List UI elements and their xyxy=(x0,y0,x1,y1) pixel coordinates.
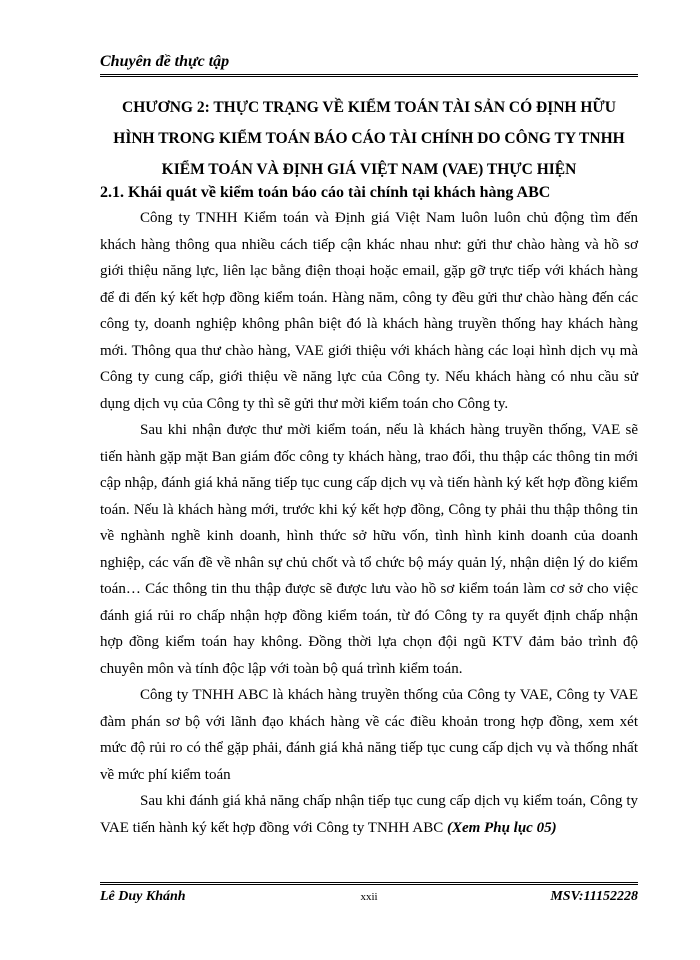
body-text xyxy=(100,205,638,841)
header-divider xyxy=(100,74,638,77)
page-footer xyxy=(100,889,638,909)
footer-divider xyxy=(100,882,638,885)
paragraph: Sau khi nhận được thư mời kiểm toán, nếu là khách hàng truyền thống, VAE sẽ tiến hành gặp mặt Ban giám đốc công ty khách hàng, trao đổi, thu thập các thông tin mới cập nhập, đánh giá khả năng tiếp tục cung cấp dịch vụ và tiến hành ký kết hợp đồng kiểm toán. Nếu là khách hàng mới, trước khi ký kết hợp đồng, Công ty phải thu thập thông tin về nghành nghề kinh doanh, hình thức sở hữu vốn, tình hình kinh doanh của doanh nghiệp, các vấn đề về nhân sự chủ chốt và tổ chức bộ máy quản lý, nhận diện lý do kiểm toán… Các thông tin thu thập được sẽ được lưu vào hồ sơ kiểm toán làm cơ sở cho việc đánh giá rủi ro chấp nhận hợp đồng kiểm toán, từ đó Công ty ra quyết định chấp nhận hợp đồng kiểm toán hay không. Đồng thời lựa chọn đội ngũ KTV đảm bảo trình độ chuyên môn và tính độc lập với toàn bộ quá trình kiểm toán. xyxy=(100,422,638,677)
paragraph-text: Sau khi đánh giá khả năng chấp nhận tiếp tục cung cấp dịch vụ kiểm toán, Công ty VAE tiến hành ký kết hợp đồng với Công ty TNHH ABC xyxy=(100,793,638,836)
chapter-title: CHƯƠNG 2: THỰC TRẠNG VỀ KIỂM TOÁN TÀI SẢN CÓ ĐỊNH HỮU HÌNH TRONG KIỂM TOÁN BÁO CÁO TÀI CHÍNH DO CÔNG TY TNHH KIỂM TOÁN VÀ ĐỊNH GIÁ VIỆT NAM (VAE) THỰC HIỆN xyxy=(113,99,625,178)
page-number: xxii xyxy=(360,891,378,903)
section-heading: 2.1. Khái quát về kiểm toán báo cáo tài chính tại khách hàng ABC xyxy=(100,184,551,201)
appendix-reference: (Xem Phụ lục 05) xyxy=(446,819,557,836)
student-id: MSV:11152228 xyxy=(550,889,638,904)
author-name: Lê Duy Khánh xyxy=(100,889,186,904)
paragraph-last xyxy=(100,788,638,841)
page-header: Chuyên đề thực tập xyxy=(100,53,230,70)
paragraph: Công ty TNHH Kiểm toán và Định giá Việt Nam luôn luôn chủ động tìm đến khách hàng thông qua nhiều cách tiếp cận khác nhau như: gửi thư chào hàng và hồ sơ giới thiệu năng lực, liên lạc bằng điện thoại hoặc email, gặp gỡ trực tiếp với khách hàng để đi đến ký kết hợp đồng kiểm toán. Hàng năm, công ty đều gửi thư chào hàng đến các công ty, doanh nghiệp không phân biệt đó là khách hàng truyền thống hay khách hàng mới. Thông qua thư chào hàng, VAE giới thiệu với khách hàng các loại hình dịch vụ mà Công ty cung cấp, giới thiệu về năng lực của Công ty. Nếu khách hàng có nhu cầu sử dụng dịch vụ của Công ty thì sẽ gửi thư mời kiểm toán cho Công ty. xyxy=(100,210,638,412)
paragraph: Công ty TNHH ABC là khách hàng truyền thống của Công ty VAE, Công ty VAE đàm phán sơ bộ với lãnh đạo khách hàng về các điều khoản trong hợp đồng, xem xét mức độ rủi ro có thể gặp phải, đánh giá khả năng tiếp tục cung cấp dịch vụ và thống nhất về mức phí kiểm toán xyxy=(100,687,638,783)
